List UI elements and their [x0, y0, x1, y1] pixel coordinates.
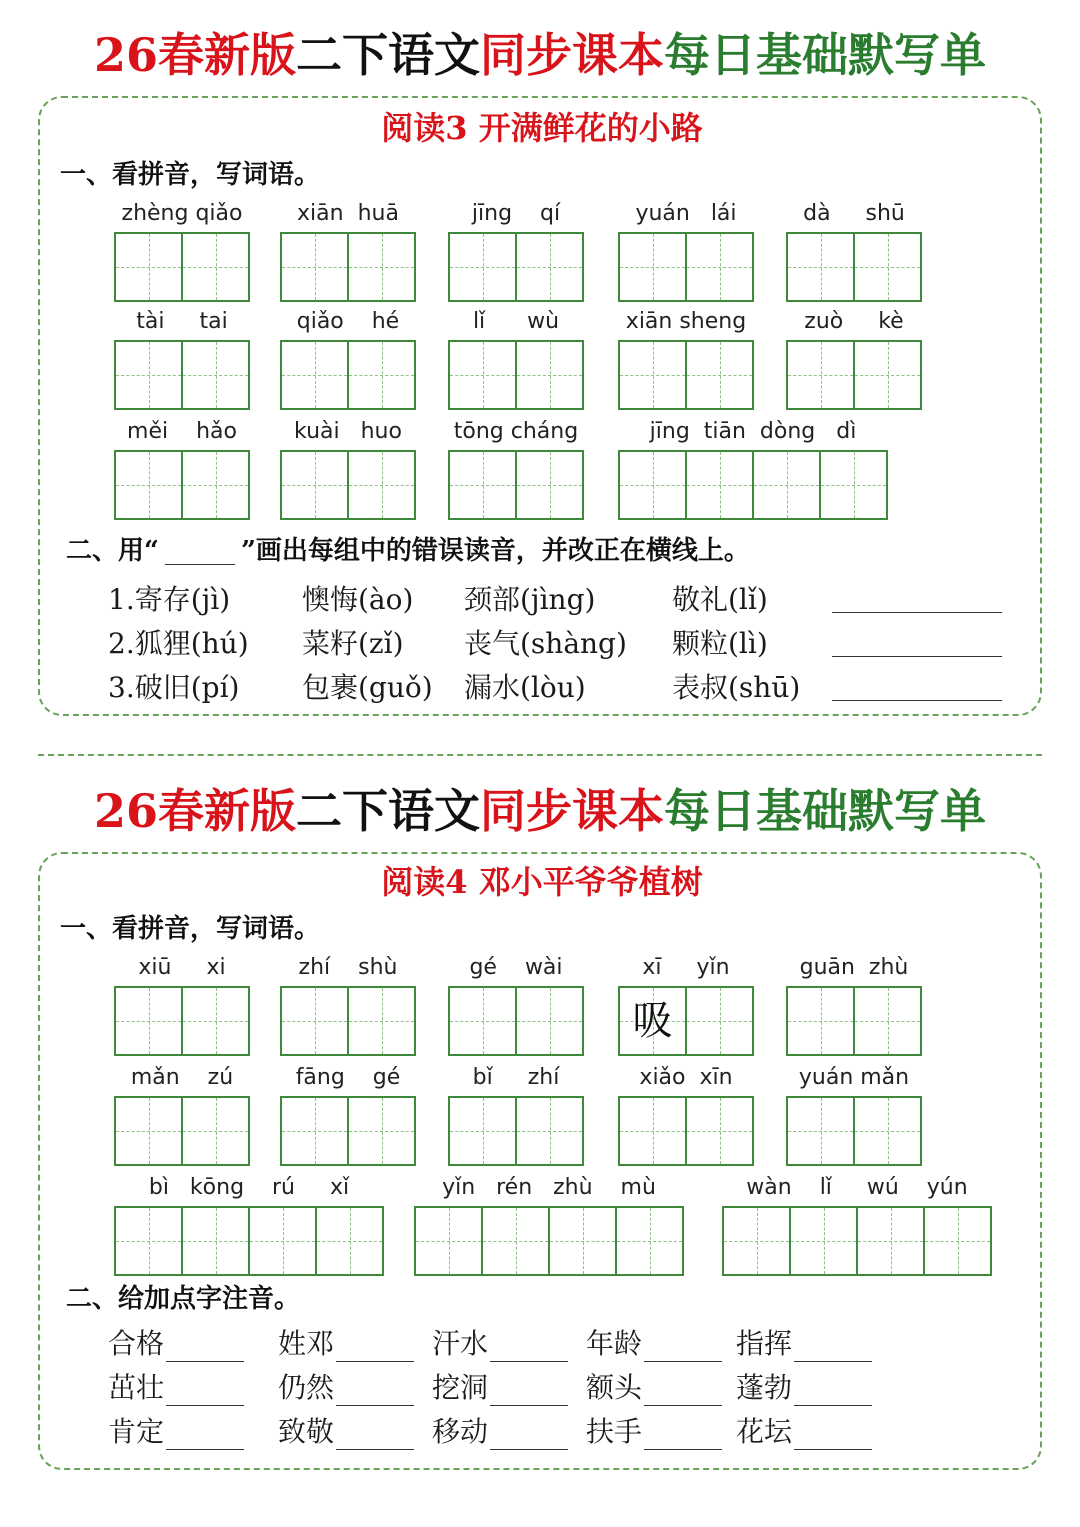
character-box[interactable]	[448, 1096, 517, 1166]
annotate-item	[108, 1414, 244, 1450]
section-subtitle: 阅读4 邓小平爷爷植树	[381, 863, 703, 901]
pinyin-label: yuán mǎn	[798, 1065, 910, 1090]
annotate-item	[432, 1370, 568, 1406]
character-box[interactable]	[181, 450, 250, 520]
written-character: 吸	[632, 998, 673, 1044]
character-box[interactable]	[347, 232, 416, 302]
word-group	[114, 954, 250, 1058]
answer-line[interactable]	[644, 1379, 722, 1406]
answer-line[interactable]	[490, 1335, 568, 1362]
word-label: 挖洞	[432, 1371, 489, 1404]
pinyin-label: zhèng qiǎo	[121, 201, 243, 226]
answer-line[interactable]	[794, 1423, 872, 1450]
word-label: 移动	[432, 1415, 489, 1448]
word-group	[414, 1174, 684, 1278]
character-box[interactable]	[853, 340, 922, 410]
word-with-pinyin: 颗粒(lì)	[672, 627, 768, 660]
written-character	[450, 988, 515, 1054]
character-box[interactable]	[181, 340, 250, 410]
word-group	[280, 418, 416, 522]
answer-line[interactable]	[794, 1379, 872, 1406]
written-character	[116, 1098, 181, 1164]
pinyin-label: zhí shù	[298, 955, 398, 980]
word-group	[114, 418, 250, 522]
answer-line[interactable]	[336, 1423, 414, 1450]
pinyin-label: xiū xi	[138, 955, 226, 980]
pinyin-label: xiān sheng	[625, 309, 747, 334]
word-group	[722, 1174, 992, 1278]
q2-heading-a: 二、用“	[66, 536, 159, 566]
word-with-pinyin: 包裹(guǒ)	[302, 671, 433, 704]
annotate-item	[432, 1414, 568, 1450]
word-with-pinyin: 颈部(jìng)	[464, 583, 596, 616]
written-character	[517, 234, 582, 300]
title-part1: 26春新版	[93, 784, 296, 838]
answer-line[interactable]	[644, 1335, 722, 1362]
character-box[interactable]	[114, 986, 183, 1056]
annotate-item	[278, 1414, 414, 1450]
character-box[interactable]	[722, 1206, 791, 1276]
word-label: 花坛	[736, 1415, 793, 1448]
word-group	[448, 200, 584, 304]
written-character	[116, 988, 181, 1054]
character-box[interactable]	[114, 450, 183, 520]
character-box[interactable]	[515, 450, 584, 520]
pinyin-label: zuò kè	[804, 309, 904, 334]
written-character	[687, 452, 752, 518]
word-with-pinyin: 丧气(shàng)	[464, 627, 627, 660]
worksheet-title-2	[0, 776, 1080, 846]
word-group	[448, 954, 584, 1058]
written-character	[788, 342, 853, 408]
worksheet-title-1	[0, 20, 1080, 90]
annotate-item	[108, 1326, 244, 1362]
written-character	[183, 1098, 248, 1164]
word-group	[280, 954, 416, 1058]
written-character	[788, 234, 853, 300]
word-group	[618, 954, 754, 1058]
character-box[interactable]	[280, 986, 349, 1056]
character-box[interactable]	[618, 232, 687, 302]
character-box[interactable]	[347, 1096, 416, 1166]
written-character	[317, 1208, 382, 1274]
written-character	[282, 234, 347, 300]
written-character	[349, 342, 414, 408]
correction-row	[40, 626, 1040, 662]
written-character	[183, 234, 248, 300]
pinyin-label: gé wài	[469, 955, 563, 980]
question-2-heading	[66, 534, 750, 568]
pinyin-label: xī yǐn	[642, 955, 730, 980]
character-box[interactable]	[448, 450, 517, 520]
word-label: 蓬勃	[736, 1371, 793, 1404]
written-character	[687, 1098, 752, 1164]
pinyin-label: yǐn rén zhù mù	[442, 1175, 656, 1200]
word-group	[448, 418, 584, 522]
written-character	[855, 988, 920, 1054]
character-box[interactable]	[685, 340, 754, 410]
title-part3: 同步课本	[480, 784, 664, 838]
section-subtitle: 阅读3 开满鲜花的小路	[381, 109, 703, 147]
pinyin-label: kuài huo	[294, 419, 402, 444]
word-group	[618, 418, 888, 522]
written-character	[250, 1208, 315, 1274]
written-character	[450, 342, 515, 408]
title-part2: 二下语文	[296, 784, 480, 838]
title-part1: 26春新版	[93, 28, 296, 82]
character-box[interactable]	[618, 986, 687, 1056]
character-box[interactable]	[181, 1206, 250, 1276]
title-part4: 每日基础默写单	[664, 784, 986, 838]
written-character	[483, 1208, 548, 1274]
character-box[interactable]	[515, 232, 584, 302]
character-box[interactable]	[618, 340, 687, 410]
annotate-item	[278, 1370, 414, 1406]
word-label: 年龄	[586, 1327, 643, 1360]
written-character	[687, 988, 752, 1054]
annotate-item	[432, 1326, 568, 1362]
written-character	[754, 452, 819, 518]
correction-row	[40, 582, 1040, 618]
character-box[interactable]	[315, 1206, 384, 1276]
pinyin-label: měi hǎo	[127, 419, 237, 444]
word-with-pinyin: 2.狐狸(hú)	[108, 627, 249, 660]
word-label: 指挥	[736, 1327, 793, 1360]
written-character	[925, 1208, 990, 1274]
character-box[interactable]	[481, 1206, 550, 1276]
character-box[interactable]	[923, 1206, 992, 1276]
character-box[interactable]	[448, 340, 517, 410]
word-with-pinyin: 表叔(shū)	[672, 671, 801, 704]
pinyin-label: fāng gé	[295, 1065, 401, 1090]
answer-line[interactable]	[832, 612, 1002, 613]
written-character	[858, 1208, 923, 1274]
character-box[interactable]	[114, 1206, 183, 1276]
question-2-heading: 二、给加点字注音。	[66, 1284, 301, 1314]
written-character	[620, 342, 685, 408]
word-group	[280, 308, 416, 412]
written-character	[450, 234, 515, 300]
written-character	[116, 452, 181, 518]
answer-line[interactable]	[794, 1335, 872, 1362]
word-with-pinyin: 3.破旧(pí)	[108, 671, 240, 704]
character-box[interactable]	[618, 1096, 687, 1166]
character-box[interactable]	[853, 232, 922, 302]
written-character	[282, 1098, 347, 1164]
word-with-pinyin: 漏水(lòu)	[464, 671, 586, 704]
answer-line[interactable]	[336, 1379, 414, 1406]
written-character	[855, 342, 920, 408]
annotate-item	[586, 1370, 722, 1406]
pinyin-label: guān zhù	[799, 955, 909, 980]
word-group	[618, 1064, 754, 1168]
written-character	[116, 234, 181, 300]
pinyin-label: dà shū	[803, 201, 905, 226]
written-character	[349, 234, 414, 300]
character-box[interactable]	[786, 232, 855, 302]
word-group	[786, 200, 922, 304]
word-group	[618, 308, 754, 412]
written-character	[183, 342, 248, 408]
pinyin-label: xiān huā	[297, 201, 399, 226]
written-character	[517, 988, 582, 1054]
answer-line[interactable]	[832, 656, 1002, 657]
character-box[interactable]	[789, 1206, 858, 1276]
annotate-item	[108, 1370, 244, 1406]
word-group	[448, 308, 584, 412]
word-label: 肯定	[108, 1415, 165, 1448]
character-box[interactable]	[615, 1206, 684, 1276]
title-part4: 每日基础默写单	[664, 28, 986, 82]
word-with-pinyin: 懊悔(ào)	[302, 583, 414, 616]
written-character	[517, 1098, 582, 1164]
annotate-item	[586, 1326, 722, 1362]
character-box[interactable]	[786, 340, 855, 410]
written-character	[687, 234, 752, 300]
character-box[interactable]	[181, 232, 250, 302]
word-group	[114, 200, 250, 304]
word-label: 额头	[586, 1371, 643, 1404]
written-character	[450, 1098, 515, 1164]
written-character	[416, 1208, 481, 1274]
written-character	[517, 452, 582, 518]
written-character	[116, 1208, 181, 1274]
written-character	[282, 988, 347, 1054]
word-with-pinyin: 敬礼(lǐ)	[672, 583, 768, 616]
written-character	[183, 452, 248, 518]
pinyin-label: bì kōng rú xǐ	[148, 1175, 350, 1200]
character-box[interactable]	[414, 1206, 483, 1276]
character-box[interactable]	[280, 340, 349, 410]
written-character	[349, 1098, 414, 1164]
word-label: 汗水	[432, 1327, 489, 1360]
character-box[interactable]	[114, 1096, 183, 1166]
written-character	[687, 342, 752, 408]
pinyin-label: mǎn zú	[130, 1065, 234, 1090]
annotate-item	[736, 1414, 872, 1450]
word-label: 致敬	[278, 1415, 335, 1448]
character-box[interactable]	[685, 232, 754, 302]
written-character	[788, 988, 853, 1054]
word-group	[786, 1064, 922, 1168]
pinyin-label: wàn lǐ wú yún	[746, 1175, 968, 1200]
character-box[interactable]	[853, 1096, 922, 1166]
character-box[interactable]	[685, 986, 754, 1056]
word-label: 合格	[108, 1327, 165, 1360]
page-divider	[38, 754, 1042, 756]
written-character	[550, 1208, 615, 1274]
character-box[interactable]	[685, 1096, 754, 1166]
written-character	[620, 1098, 685, 1164]
character-box[interactable]	[685, 450, 754, 520]
written-character	[855, 1098, 920, 1164]
character-box[interactable]	[618, 450, 687, 520]
written-character	[349, 452, 414, 518]
answer-line[interactable]	[166, 1379, 244, 1406]
character-box[interactable]	[786, 986, 855, 1056]
annotate-item	[736, 1370, 872, 1406]
character-box[interactable]	[786, 1096, 855, 1166]
answer-line[interactable]	[490, 1379, 568, 1406]
character-box[interactable]	[347, 986, 416, 1056]
pinyin-label: jīng qí	[471, 201, 561, 226]
written-character	[183, 988, 248, 1054]
answer-line[interactable]	[832, 700, 1002, 701]
character-box[interactable]	[347, 340, 416, 410]
word-label: 茁壮	[108, 1371, 165, 1404]
written-character	[620, 452, 685, 518]
word-group	[114, 308, 250, 412]
character-box[interactable]	[181, 986, 250, 1056]
question-1-heading: 一、看拼音，写词语。	[60, 160, 321, 190]
title-part2: 二下语文	[296, 28, 480, 82]
character-box[interactable]	[448, 986, 517, 1056]
answer-line[interactable]	[644, 1423, 722, 1450]
section-reading-4	[38, 852, 1042, 1470]
written-character	[282, 342, 347, 408]
written-character	[450, 452, 515, 518]
character-box[interactable]	[752, 450, 821, 520]
word-with-pinyin: 1.寄存(jì)	[108, 583, 231, 616]
written-character	[282, 452, 347, 518]
word-group	[280, 200, 416, 304]
correction-row	[40, 670, 1040, 706]
character-box[interactable]	[181, 1096, 250, 1166]
annotate-item	[278, 1326, 414, 1362]
answer-line[interactable]	[336, 1335, 414, 1362]
character-box[interactable]	[819, 450, 888, 520]
q2-heading-b: ”画出每组中的错误读音，并改正在横线上。	[240, 536, 750, 566]
question-1-heading: 一、看拼音，写词语。	[60, 914, 321, 944]
written-character	[788, 1098, 853, 1164]
pinyin-label: xiǎo xīn	[639, 1065, 733, 1090]
written-character	[620, 234, 685, 300]
annotate-item	[736, 1326, 872, 1362]
answer-line[interactable]	[490, 1423, 568, 1450]
written-character	[821, 452, 886, 518]
character-box[interactable]	[853, 986, 922, 1056]
written-character	[855, 234, 920, 300]
written-character	[724, 1208, 789, 1274]
word-group	[786, 954, 922, 1058]
word-group	[114, 1064, 250, 1168]
character-box[interactable]	[548, 1206, 617, 1276]
pinyin-label: tōng cháng	[453, 419, 579, 444]
word-group	[786, 308, 922, 412]
character-box[interactable]	[448, 232, 517, 302]
pinyin-label: yuán lái	[635, 201, 737, 226]
underline-sample	[165, 540, 235, 565]
pinyin-label: lǐ wù	[472, 309, 560, 334]
character-box[interactable]	[280, 1096, 349, 1166]
written-character	[349, 988, 414, 1054]
word-label: 仍然	[278, 1371, 335, 1404]
word-group	[280, 1064, 416, 1168]
character-box[interactable]	[114, 340, 183, 410]
character-box[interactable]	[347, 450, 416, 520]
pinyin-label: qiǎo hé	[296, 309, 400, 334]
word-label: 姓邓	[278, 1327, 335, 1360]
character-box[interactable]	[280, 232, 349, 302]
section-reading-3	[38, 96, 1042, 716]
annotate-item	[586, 1414, 722, 1450]
word-group	[448, 1064, 584, 1168]
written-character	[116, 342, 181, 408]
character-box[interactable]	[856, 1206, 925, 1276]
word-label: 扶手	[586, 1415, 643, 1448]
word-group	[618, 200, 754, 304]
answer-line[interactable]	[166, 1335, 244, 1362]
character-box[interactable]	[515, 340, 584, 410]
word-with-pinyin: 菜籽(zǐ)	[302, 627, 404, 660]
word-group	[114, 1174, 384, 1278]
written-character	[617, 1208, 682, 1274]
written-character	[183, 1208, 248, 1274]
character-box[interactable]	[248, 1206, 317, 1276]
character-box[interactable]	[114, 232, 183, 302]
pinyin-label: bǐ zhí	[472, 1065, 560, 1090]
written-character	[517, 342, 582, 408]
pinyin-label: tài tai	[136, 309, 228, 334]
written-character	[791, 1208, 856, 1274]
character-box[interactable]	[280, 450, 349, 520]
answer-line[interactable]	[166, 1423, 244, 1450]
pinyin-label: jīng tiān dòng dì	[649, 419, 857, 444]
title-part3: 同步课本	[480, 28, 664, 82]
character-box[interactable]	[515, 986, 584, 1056]
character-box[interactable]	[515, 1096, 584, 1166]
